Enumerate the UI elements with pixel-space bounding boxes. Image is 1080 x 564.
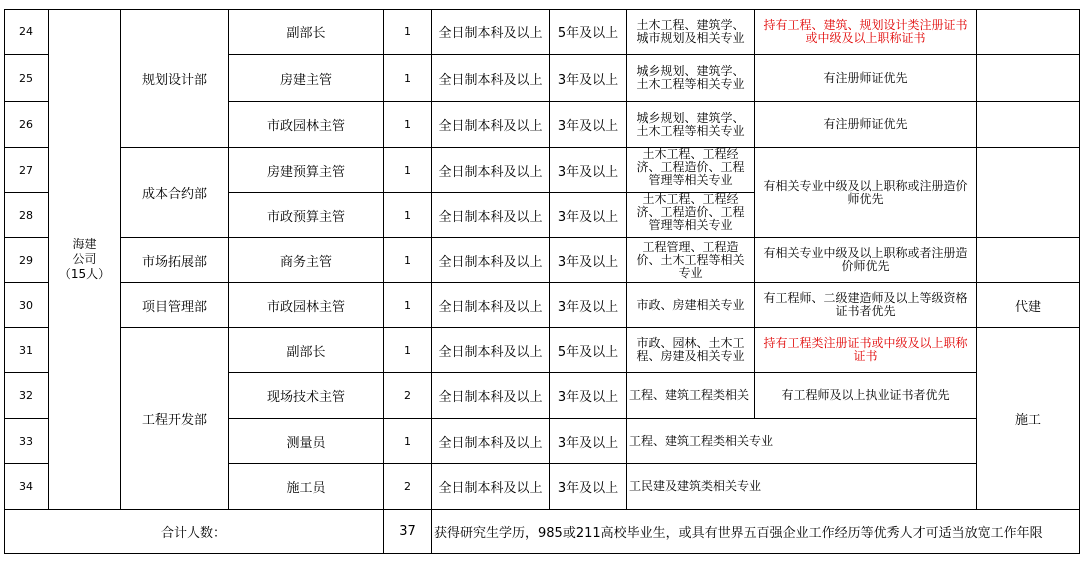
remark-cell xyxy=(977,148,1080,238)
experience-cell: 3年及以上 xyxy=(550,193,627,238)
experience-cell: 3年及以上 xyxy=(550,419,627,464)
headcount-cell: 1 xyxy=(384,193,432,238)
requirement-cell: 有相关专业中级及以上职称或者注册造价师优先 xyxy=(755,238,977,283)
position-cell: 房建主管 xyxy=(229,55,384,102)
major-cell: 土木工程、工程经济、工程造价、工程管理等相关专业 xyxy=(627,148,755,193)
headcount-cell: 1 xyxy=(384,148,432,193)
position-cell: 房建预算主管 xyxy=(229,148,384,193)
education-cell: 全日制本科及以上 xyxy=(432,283,550,328)
remark-daijian: 代建 xyxy=(977,283,1080,328)
row-number: 33 xyxy=(4,419,49,464)
headcount-cell: 1 xyxy=(384,55,432,102)
requirement-cell: 有工程师、二级建造师及以上等级资格证书者优先 xyxy=(755,283,977,328)
position-cell: 市政预算主管 xyxy=(229,193,384,238)
experience-cell: 3年及以上 xyxy=(550,148,627,193)
position-cell: 测量员 xyxy=(229,419,384,464)
experience-cell: 3年及以上 xyxy=(550,464,627,510)
major-cell: 工程、建筑工程类相关专业 xyxy=(627,419,977,464)
headcount-cell: 1 xyxy=(384,9,432,55)
requirement-cell: 有注册师证优先 xyxy=(755,55,977,102)
headcount-cell: 1 xyxy=(384,283,432,328)
company-cell xyxy=(49,9,121,510)
major-cell: 市政、房建相关专业 xyxy=(627,283,755,328)
row-number: 24 xyxy=(4,9,49,55)
position-cell: 副部长 xyxy=(229,328,384,373)
experience-cell: 5年及以上 xyxy=(550,328,627,373)
major-cell: 土木工程、建筑学、城市规划及相关专业 xyxy=(627,9,755,55)
requirement-cell: 有相关专业中级及以上职称或注册造价师优先 xyxy=(755,148,977,238)
major-cell: 土木工程、工程经济、工程造价、工程管理等相关专业 xyxy=(627,193,755,238)
total-value: 37 xyxy=(384,510,432,554)
major-cell: 工程管理、工程造价、土木工程等相关专业 xyxy=(627,238,755,283)
row-number: 28 xyxy=(4,193,49,238)
position-cell: 市政园林主管 xyxy=(229,102,384,148)
headcount-cell: 1 xyxy=(384,238,432,283)
row-number: 26 xyxy=(4,102,49,148)
row-number: 27 xyxy=(4,148,49,193)
major-cell: 城乡规划、建筑学、土木工程等相关专业 xyxy=(627,102,755,148)
department-cost: 成本合约部 xyxy=(121,148,229,238)
education-cell: 全日制本科及以上 xyxy=(432,9,550,55)
major-cell: 市政、园林、土木工程、房建及相关专业 xyxy=(627,328,755,373)
department-planning: 规划设计部 xyxy=(121,9,229,148)
experience-cell: 3年及以上 xyxy=(550,283,627,328)
row-number: 25 xyxy=(4,55,49,102)
headcount-cell: 2 xyxy=(384,464,432,510)
experience-cell: 3年及以上 xyxy=(550,102,627,148)
requirement-cell: 有注册师证优先 xyxy=(755,102,977,148)
major-cell: 城乡规划、建筑学、土木工程等相关专业 xyxy=(627,55,755,102)
row-number: 34 xyxy=(4,464,49,510)
department-project: 项目管理部 xyxy=(121,283,229,328)
total-label: 合计人数： xyxy=(4,510,384,554)
remark-cell xyxy=(977,55,1080,102)
education-cell: 全日制本科及以上 xyxy=(432,55,550,102)
headcount-cell: 2 xyxy=(384,373,432,419)
experience-cell: 3年及以上 xyxy=(550,55,627,102)
remark-cell xyxy=(977,9,1080,55)
headcount-cell: 1 xyxy=(384,419,432,464)
company-headcount: （15人） xyxy=(58,266,111,281)
education-cell: 全日制本科及以上 xyxy=(432,148,550,193)
total-note: 获得研究生学历，985或211高校毕业生，或具有世界五百强企业工作经历等优秀人才可适当放宽工作年限 xyxy=(432,510,1080,554)
row-number: 30 xyxy=(4,283,49,328)
education-cell: 全日制本科及以上 xyxy=(432,102,550,148)
position-cell: 副部长 xyxy=(229,9,384,55)
education-cell: 全日制本科及以上 xyxy=(432,419,550,464)
row-number: 32 xyxy=(4,373,49,419)
remark-cell xyxy=(977,238,1080,283)
education-cell: 全日制本科及以上 xyxy=(432,328,550,373)
position-cell: 商务主管 xyxy=(229,238,384,283)
requirement-cell: 持有工程类注册证书或中级及以上职称证书 xyxy=(755,328,977,373)
education-cell: 全日制本科及以上 xyxy=(432,464,550,510)
position-cell: 现场技术主管 xyxy=(229,373,384,419)
education-cell: 全日制本科及以上 xyxy=(432,373,550,419)
major-cell: 工民建及建筑类相关专业 xyxy=(627,464,977,510)
remark-cell xyxy=(977,102,1080,148)
company-name: 海建公司 xyxy=(72,236,97,266)
headcount-cell: 1 xyxy=(384,328,432,373)
row-number: 29 xyxy=(4,238,49,283)
education-cell: 全日制本科及以上 xyxy=(432,238,550,283)
requirement-cell: 持有工程、建筑、规划设计类注册证书或中级及以上职称证书 xyxy=(755,9,977,55)
experience-cell: 3年及以上 xyxy=(550,238,627,283)
position-cell: 市政园林主管 xyxy=(229,283,384,328)
experience-cell: 3年及以上 xyxy=(550,373,627,419)
position-cell: 施工员 xyxy=(229,464,384,510)
experience-cell: 5年及以上 xyxy=(550,9,627,55)
major-cell: 工程、建筑工程类相关 xyxy=(627,373,755,419)
row-number: 31 xyxy=(4,328,49,373)
requirement-cell: 有工程师及以上执业证书者优先 xyxy=(755,373,977,419)
education-cell: 全日制本科及以上 xyxy=(432,193,550,238)
department-market: 市场拓展部 xyxy=(121,238,229,283)
headcount-cell: 1 xyxy=(384,102,432,148)
remark-shigong: 施工 xyxy=(977,328,1080,510)
department-engineering: 工程开发部 xyxy=(121,328,229,510)
